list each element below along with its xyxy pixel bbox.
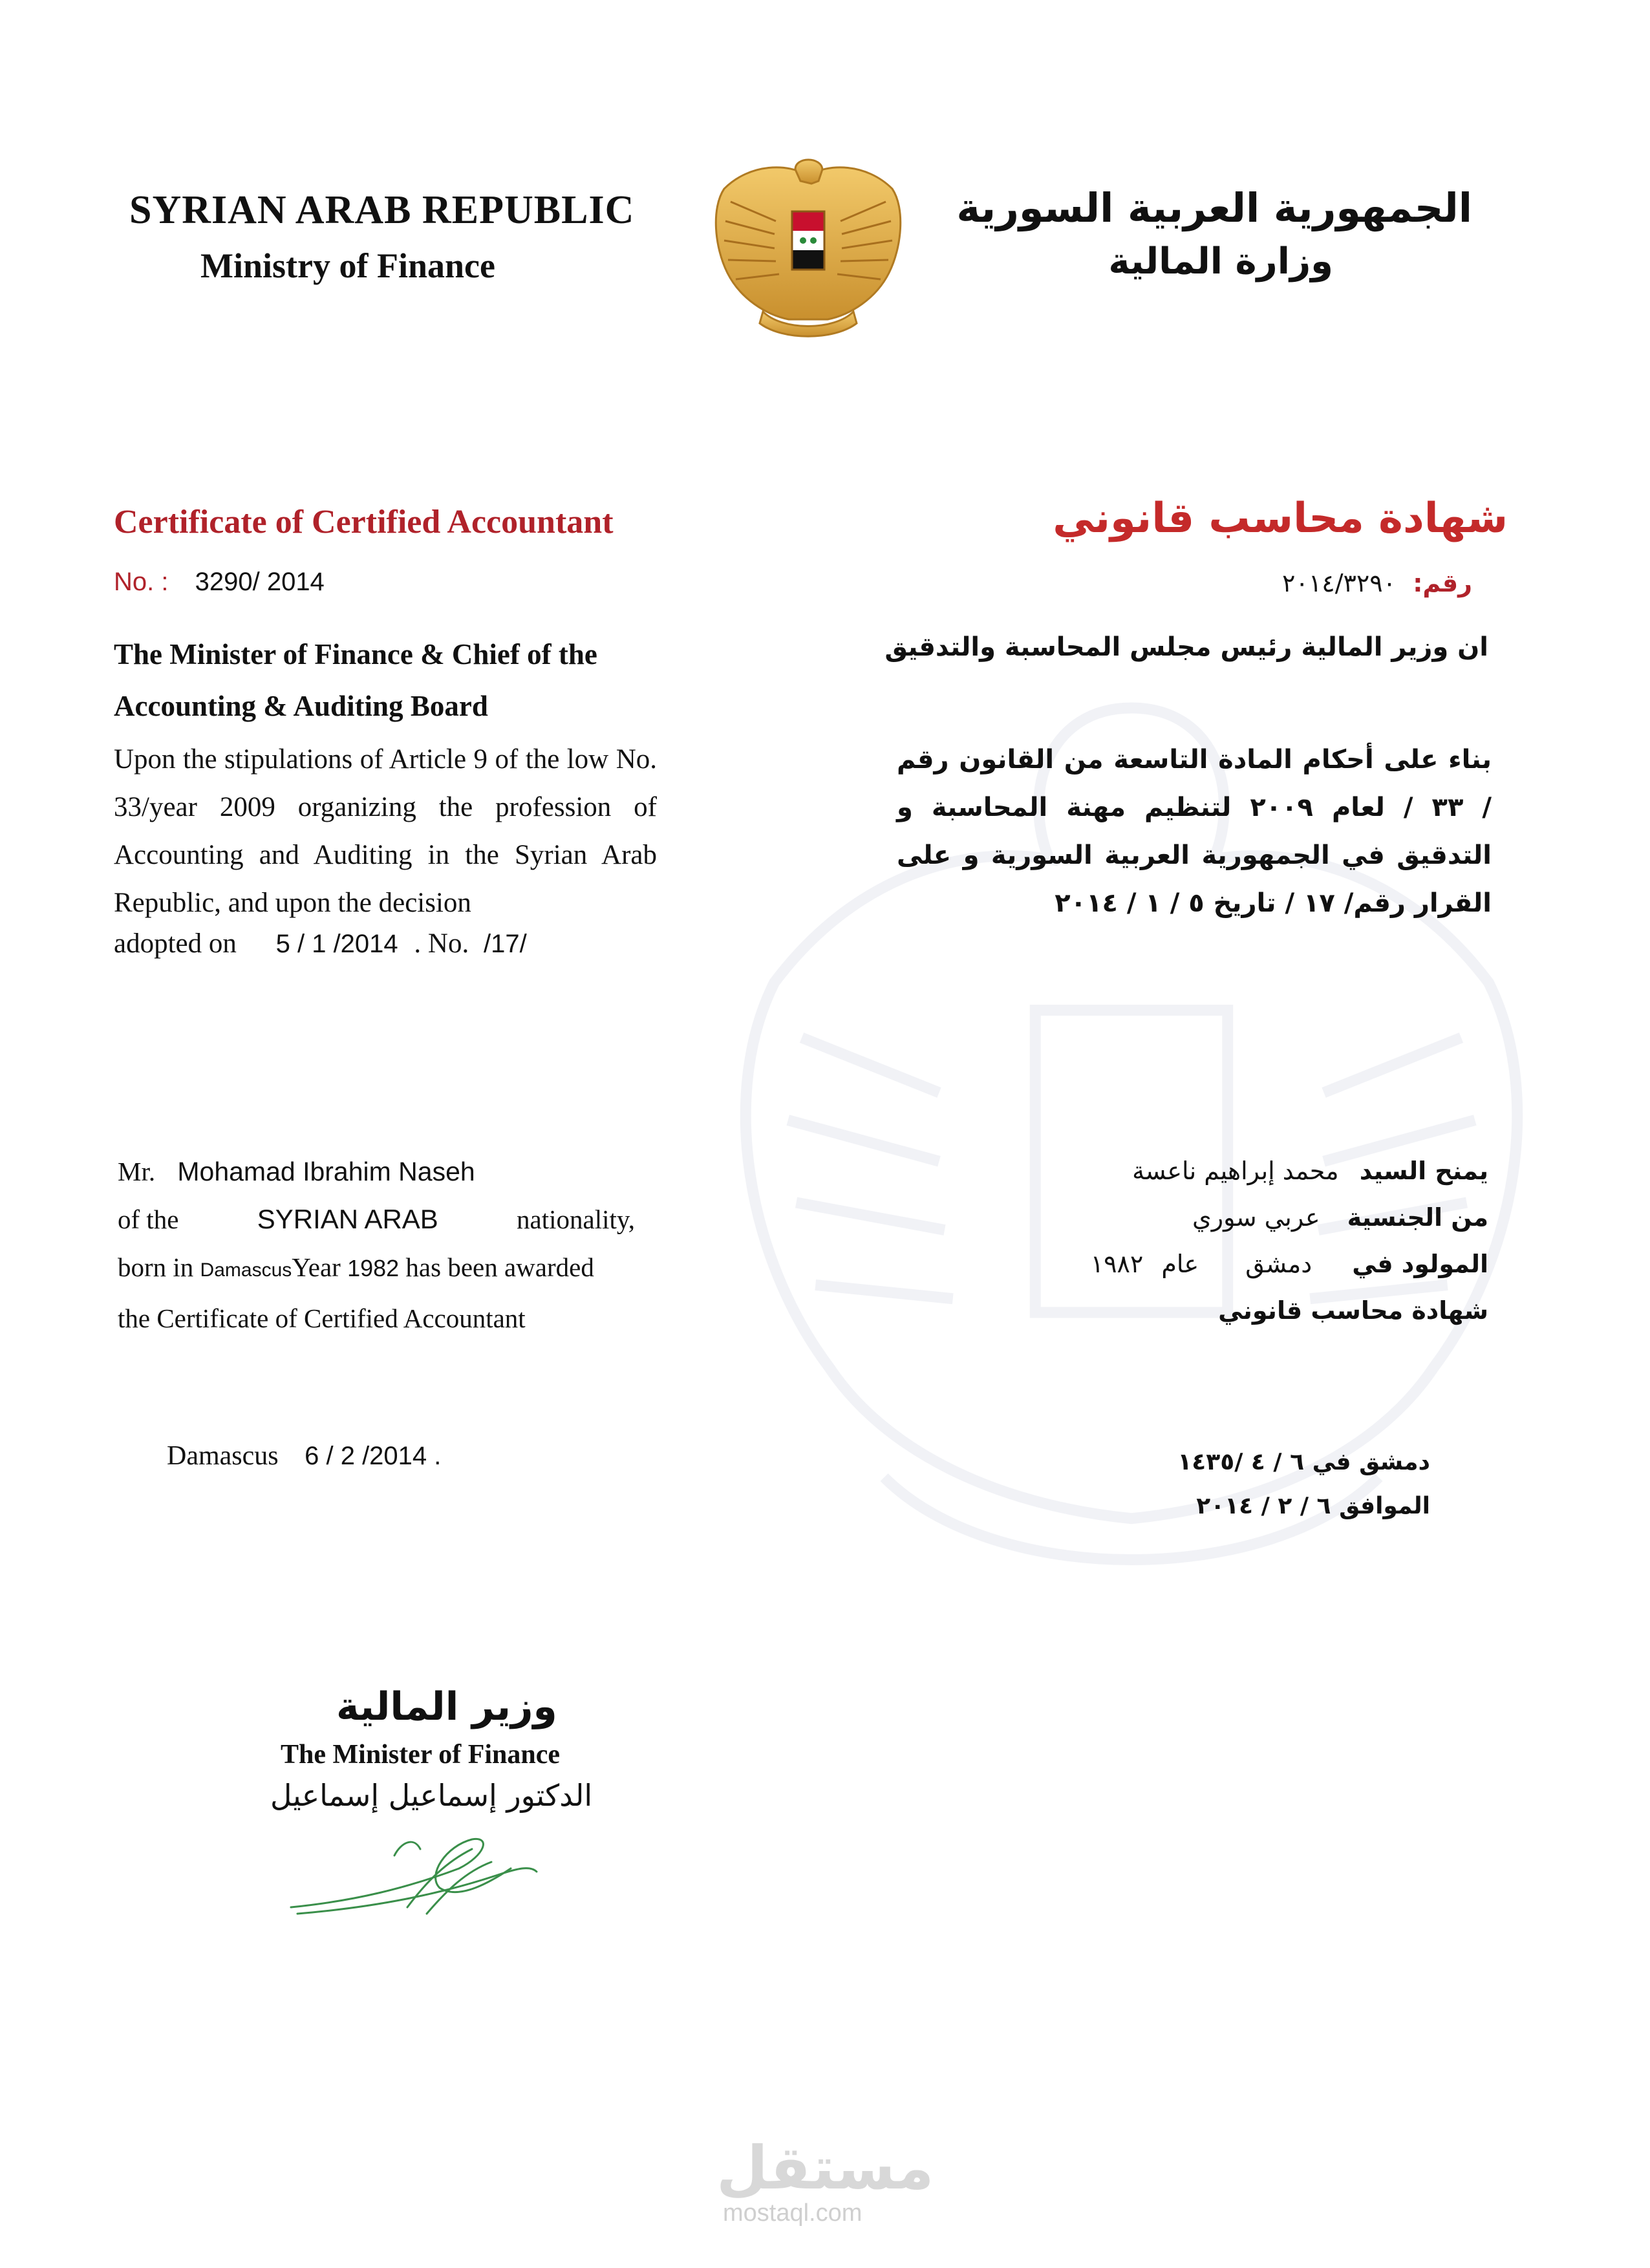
certificate-number-value-ar: ٢٠١٤/٣٢٩٠ <box>1282 569 1397 597</box>
site-watermark-logo: مستقل <box>716 2134 934 2203</box>
grant-label-ar: يمنح السيد <box>1359 1157 1488 1185</box>
adopted-no-value: /17/ <box>483 930 527 958</box>
adopted-date: 5 / 1 /2014 <box>275 930 398 958</box>
adopted-prefix: adopted on <box>114 928 237 959</box>
birth-year-en: 1982 <box>347 1255 400 1281</box>
birthplace-ar: دمشق <box>1245 1250 1312 1278</box>
certificate-number-ar <box>1282 569 1472 597</box>
certificate-number-value-en: 3290/ 2014 <box>195 568 325 596</box>
award-final-line-en: the Certificate of Certified Accountant <box>118 1303 526 1333</box>
of-the-label: of the <box>118 1204 179 1234</box>
minister-heading-line-1: The Minister of Finance & Chief of the <box>114 638 597 670</box>
certificate-title-ar: شهادة محاسب قانوني <box>1053 495 1508 542</box>
site-watermark-url: mostaql.com <box>723 2199 862 2227</box>
issue-date-gregorian-ar: الموافق ٦ / ٢ / ٢٠١٤ <box>1196 1493 1430 1519</box>
award-block-en <box>118 1148 648 1342</box>
minister-heading-ar: ان وزير المالية رئيس مجلس المحاسبة والتدقيق <box>884 632 1488 662</box>
issue-date-value-en: 6 / 2 /2014 . <box>305 1442 442 1470</box>
handwritten-signature-icon <box>278 1810 550 1940</box>
birthplace-en: Damascus <box>200 1259 292 1281</box>
recipient-name-en: Mohamad Ibrahim Naseh <box>177 1157 475 1186</box>
minister-heading-en <box>114 628 670 732</box>
certificate-number-en <box>114 568 325 597</box>
birth-year-ar: ١٩٨٢ <box>1090 1250 1144 1278</box>
certificate-number-label-en: No. : <box>114 568 169 596</box>
signatory-name-ar: الدكتور إسماعيل إسماعيل <box>270 1778 593 1813</box>
award-name-line-ar <box>906 1148 1488 1194</box>
ministry-name-en: Ministry of Finance <box>200 246 495 285</box>
issue-date-en <box>167 1440 441 1471</box>
year-label: Year <box>292 1252 341 1282</box>
minister-heading-line-2: Accounting & Auditing Board <box>114 690 488 722</box>
issue-place-en: Damascus <box>167 1441 279 1471</box>
award-nationality-line <box>118 1195 635 1243</box>
nationality-value-en: SYRIAN ARAB <box>257 1204 438 1234</box>
award-block-ar <box>906 1148 1488 1334</box>
recipient-name-ar: محمد إبراهيم ناعسة <box>1132 1157 1339 1185</box>
nationality-label-ar: من الجنسية <box>1347 1203 1488 1232</box>
country-name-ar: الجمهورية العربية السورية <box>956 184 1472 231</box>
stipulation-paragraph-ar: بناء على أحكام المادة التاسعة من القانون رقم / ٣٣ / لعام ٢٠٠٩ لتنظيم مهنة المحاسبة و التدقيق في الجمهورية العربية السورية و على القرار رقم/ ١٧ / تاريخ ٥ / ١ / ٢٠١٤ <box>897 745 1492 918</box>
signatory-title-ar: وزير المالية <box>336 1684 557 1729</box>
award-name-line <box>118 1148 648 1195</box>
signatory-title-en: The Minister of Finance <box>281 1740 561 1770</box>
ministry-name-ar: وزارة المالية <box>1108 241 1333 283</box>
issue-date-hijri: دمشق في ٦ / ٤ /١٤٣٥ <box>1177 1449 1430 1475</box>
adopted-line-en <box>114 928 527 959</box>
nationality-label: nationality, <box>517 1204 635 1234</box>
issue-date-ar <box>1177 1440 1430 1528</box>
certificate-number-label-ar: رقم: <box>1413 569 1472 597</box>
born-label-ar: المولود في <box>1352 1250 1488 1278</box>
certificate-title-en: Certificate of Certified Accountant <box>114 504 614 540</box>
stipulation-paragraph-en: Upon the stipulations of Article 9 of the low No. 33/year 2009 organizing the profession of Accounting and Auditing in the Syrian Arab Republic, and upon the decision <box>114 744 657 918</box>
nationality-value-ar: عربي سوري <box>1192 1203 1320 1232</box>
mr-label: Mr. <box>118 1157 156 1186</box>
adopted-no-label: . No. <box>414 928 469 959</box>
award-birth-line <box>118 1243 648 1294</box>
awarded-text: has been awarded <box>405 1252 594 1282</box>
award-nationality-line-ar <box>906 1194 1488 1241</box>
year-label-ar: عام <box>1161 1250 1199 1278</box>
country-name-en: SYRIAN ARAB REPUBLIC <box>129 188 635 232</box>
award-birth-line-ar <box>906 1241 1488 1287</box>
syrian-eagle-emblem-icon <box>705 150 912 350</box>
born-in-label: born in <box>118 1252 194 1282</box>
award-final-line-ar: شهادة محاسب قانوني <box>1218 1296 1488 1325</box>
